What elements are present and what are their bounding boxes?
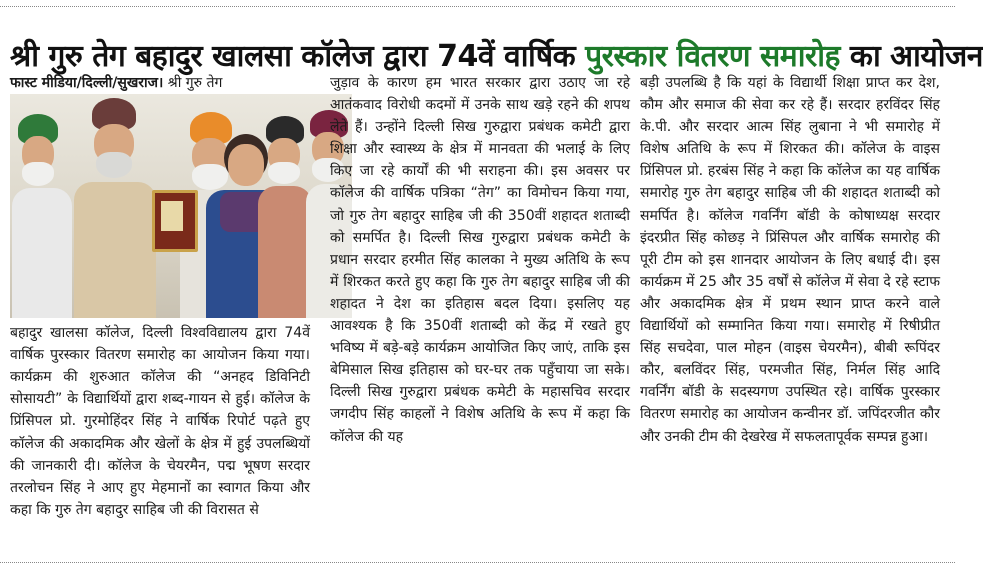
photo-person — [74, 98, 154, 318]
article-column-3 — [640, 72, 940, 562]
dateline: फास्ट मीडिया/दिल्ली/सुखराज। — [10, 75, 164, 91]
column-1-text: बहादुर खालसा कॉलेज, दिल्ली विश्वविद्यालय द्वारा 74वें वार्षिक पुरस्कार वितरण समारोह का आयोजन किया गया। कार्यक्रम की शुरुआत कॉलेज की “अनहद डिविनिटी सोसायटी” के विद्यार्थियों द्वारा शब्द-गायन से हुई। कॉलेज के प्रिंसिपल प्रो. गुरमोहिंदर सिंह ने वार्षिक रिपोर्ट पढ़ते हुए कॉलेज की अकादमिक और खेलों के क्षेत्र में हुई उपलब्धियों की जानकारी दी। कॉलेज के चेयरमैन, पद्म भूषण सरदार तरलोचन सिंह ने आए हुए मेहमानों का स्वागत किया और कहा कि गुरु तेग बहादुर साहिब जी की विरासत से — [10, 325, 310, 518]
column-3-text: बड़ी उपलब्धि है कि यहां के विद्यार्थी शिक्षा प्राप्त कर देश, कौम और समाज की सेवा कर रहे हैं। सरदार हरविंदर सिंह के.पी. और सरदार आत्म सिंह लुबाना ने भी समारोह में विशेष अतिथि के रूप में शिरकत की। कॉलेज के वाइस प्रिंसिपल प्रो. हरबंस सिंह ने कहा कि कॉलेज का यह वार्षिक समारोह गुरु तेग बहादुर साहिब जी की शहादत शताब्दी को समर्पित है। कॉलेज गवर्निंग बॉडी के कोषाध्यक्ष सरदार इंदरप्रीत सिंह कोछड़ ने प्रिंसिपल और वार्षिक समारोह की पूरी टीम को इस शानदार आयोजन के लिए बधाई दी। इस कार्यक्रम में 25 और 35 वर्षों से कॉलेज में सेवा दे रहे स्टाफ और अकादमिक क्षेत्र में प्रथम स्थान प्राप्त करने वाले विद्यार्थियों को सम्मानित किया गया। समारोह में रिषीप्रीत सिंह सचदेवा, पाल मोहन (वाइस चेयरमैन), बीबी रूपिंदर कौर, बलविंदर सिंह, परमजीत सिंह, निर्मल सिंह आदि गवर्निंग बॉडी के सदस्यगण उपस्थित रहे। वार्षिक पुरस्कार वितरण समारोह का आयोजन कन्वीनर डॉ. जपिंदरजीत कौर और उनकी टीम की देखरेख में सफलतापूर्वक सम्पन्न हुआ। — [640, 75, 940, 445]
headline-part-3: का आयोजन — [839, 39, 983, 75]
article-column-1 — [10, 72, 310, 562]
photo-person — [258, 116, 312, 318]
headline-part-2-highlight: पुरस्कार वितरण समारोह — [585, 39, 840, 75]
article-column-2 — [330, 72, 630, 562]
column-2-text: जुड़ाव के कारण हम भारत सरकार द्वारा उठाए जा रहे आतंकवाद विरोधी कदमों में उनके साथ खड़े रहने की शपथ लेते हैं। उन्होंने दिल्ली सिख गुरुद्वारा प्रबंधक कमेटी द्वारा शिक्षा और स्वास्थ्य के क्षेत्र में मानवता की भलाई के लिए किए जा रहे कार्यों की भी सराहना की। इस अवसर पर कॉलेज की वार्षिक पत्रिका “तेग” का विमोचन किया गया, जो गुरु तेग बहादुर साहिब जी की 350वीं शहादत शताब्दी को समर्पित है। दिल्ली सिख गुरुद्वारा प्रबंधक कमेटी के प्रधान सरदार हरमीत सिंह कालका ने मुख्य अतिथि के रूप में शिरकत करते हुए कहा कि गुरु तेग बहादुर साहिब जी की शहादत ने देश का इतिहास बदल दिया। इसलिए यह आवश्यक है कि 350वीं शताब्दी को केंद्र में रखते हुए भविष्य में बड़े-बड़े कार्यक्रम आयोजित किए जाएं, ताकि इस बेमिसाल सिख इतिहास को घर-घर तक पहुँचाया जा सके। दिल्ली सिख गुरुद्वारा प्रबंधक कमेटी के महासचिव सरदार जगदीप सिंह काहलों ने विशेष अतिथि के रूप में कहा कि कॉलेज की यह — [330, 75, 630, 445]
bottom-rule — [0, 562, 955, 573]
headline-part-1: श्री गुरु तेग बहादुर खालसा कॉलेज द्वारा 74वें वार्षिक — [10, 39, 586, 75]
intro-text: श्री गुरु तेग — [163, 75, 223, 91]
photo-person — [12, 114, 72, 318]
column-1-opening — [10, 72, 310, 94]
event-photo — [10, 94, 352, 318]
top-rule — [0, 0, 955, 7]
award-plaque — [152, 190, 198, 252]
